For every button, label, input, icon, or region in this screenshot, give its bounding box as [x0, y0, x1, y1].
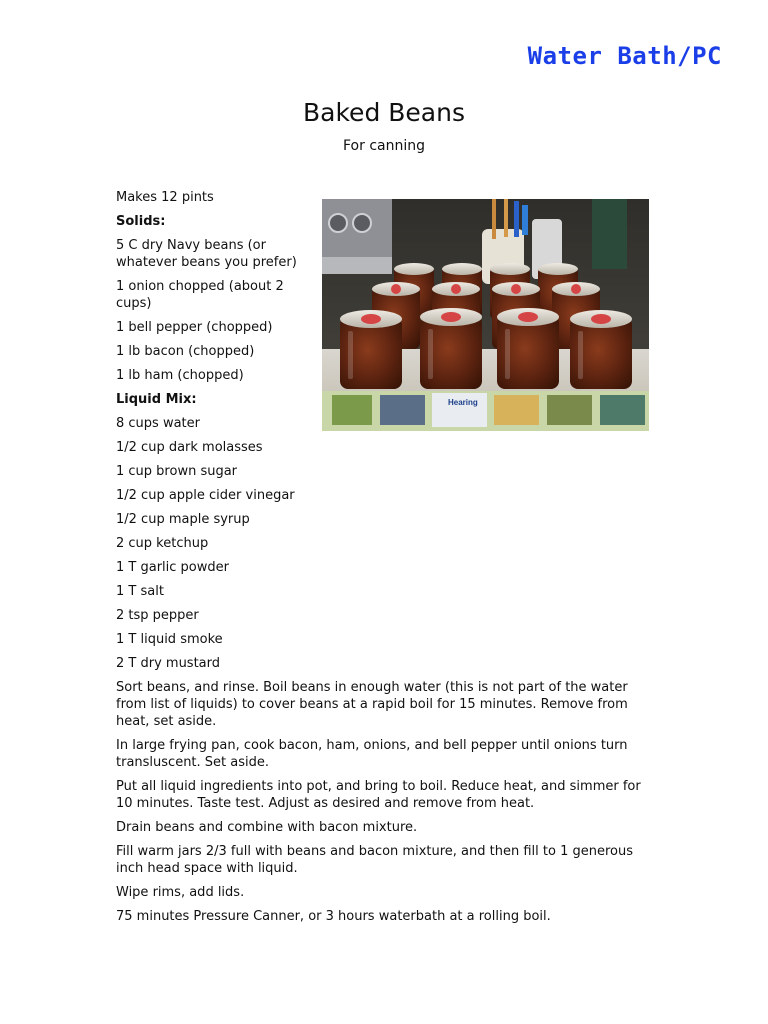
- solid-ingredient: 1 lb ham (chopped): [116, 368, 244, 383]
- solid-ingredient: 1 bell pepper (chopped): [116, 320, 273, 335]
- solid-ingredient: 1 onion chopped (about 2 cups): [116, 279, 284, 311]
- instruction-step: 75 minutes Pressure Canner, or 3 hours waterbath at a rolling boil.: [116, 909, 551, 924]
- liquid-ingredient: 1 T garlic powder: [116, 560, 229, 575]
- liquid-heading: Liquid Mix:: [116, 392, 197, 407]
- instruction-step: Fill warm jars 2/3 full with beans and bacon mixture, and then fill to 1 generous inch head space with liquid.: [116, 844, 633, 876]
- instruction-step: Wipe rims, add lids.: [116, 885, 245, 900]
- newspaper-text: Hearing: [448, 398, 478, 407]
- liquid-ingredient: 2 T dry mustard: [116, 656, 221, 671]
- liquid-ingredient: 1/2 cup maple syrup: [116, 512, 250, 527]
- liquid-ingredient: 2 tsp pepper: [116, 608, 199, 623]
- solid-ingredient: 1 lb bacon (chopped): [116, 344, 255, 359]
- liquid-ingredient: 8 cups water: [116, 416, 200, 431]
- canned-beans-photo: [322, 199, 649, 431]
- liquid-ingredient: 2 cup ketchup: [116, 536, 209, 551]
- liquid-ingredient: 1 cup brown sugar: [116, 464, 238, 479]
- instruction-step: In large frying pan, cook bacon, ham, onions, and bell pepper until onions turn transluscent. Set aside.: [116, 738, 628, 770]
- instruction-step: Put all liquid ingredients into pot, and bring to boil. Reduce heat, and simmer for 10 minutes. Taste test. Adjust as desired and remove from heat.: [116, 779, 641, 811]
- liquid-ingredient: 1 T liquid smoke: [116, 632, 223, 647]
- solid-ingredient: 5 C dry Navy beans (or whatever beans you prefer): [116, 238, 297, 270]
- category-tag: Water Bath/PC: [527, 42, 722, 70]
- recipe-title: Baked Beans: [303, 98, 465, 127]
- liquid-ingredient: 1/2 cup dark molasses: [116, 440, 263, 455]
- yield-text: Makes 12 pints: [116, 190, 214, 205]
- liquid-ingredient: 1/2 cup apple cider vinegar: [116, 488, 295, 503]
- instruction-step: Drain beans and combine with bacon mixture.: [116, 820, 418, 835]
- liquid-ingredient: 1 T salt: [116, 584, 164, 599]
- solids-heading: Solids:: [116, 214, 166, 229]
- instruction-step: Sort beans, and rinse. Boil beans in enough water (this is not part of the water from list of liquids) to cover beans at a rapid boil for 15 minutes. Remove from heat, set aside.: [116, 680, 628, 729]
- recipe-subtitle: For canning: [343, 138, 425, 154]
